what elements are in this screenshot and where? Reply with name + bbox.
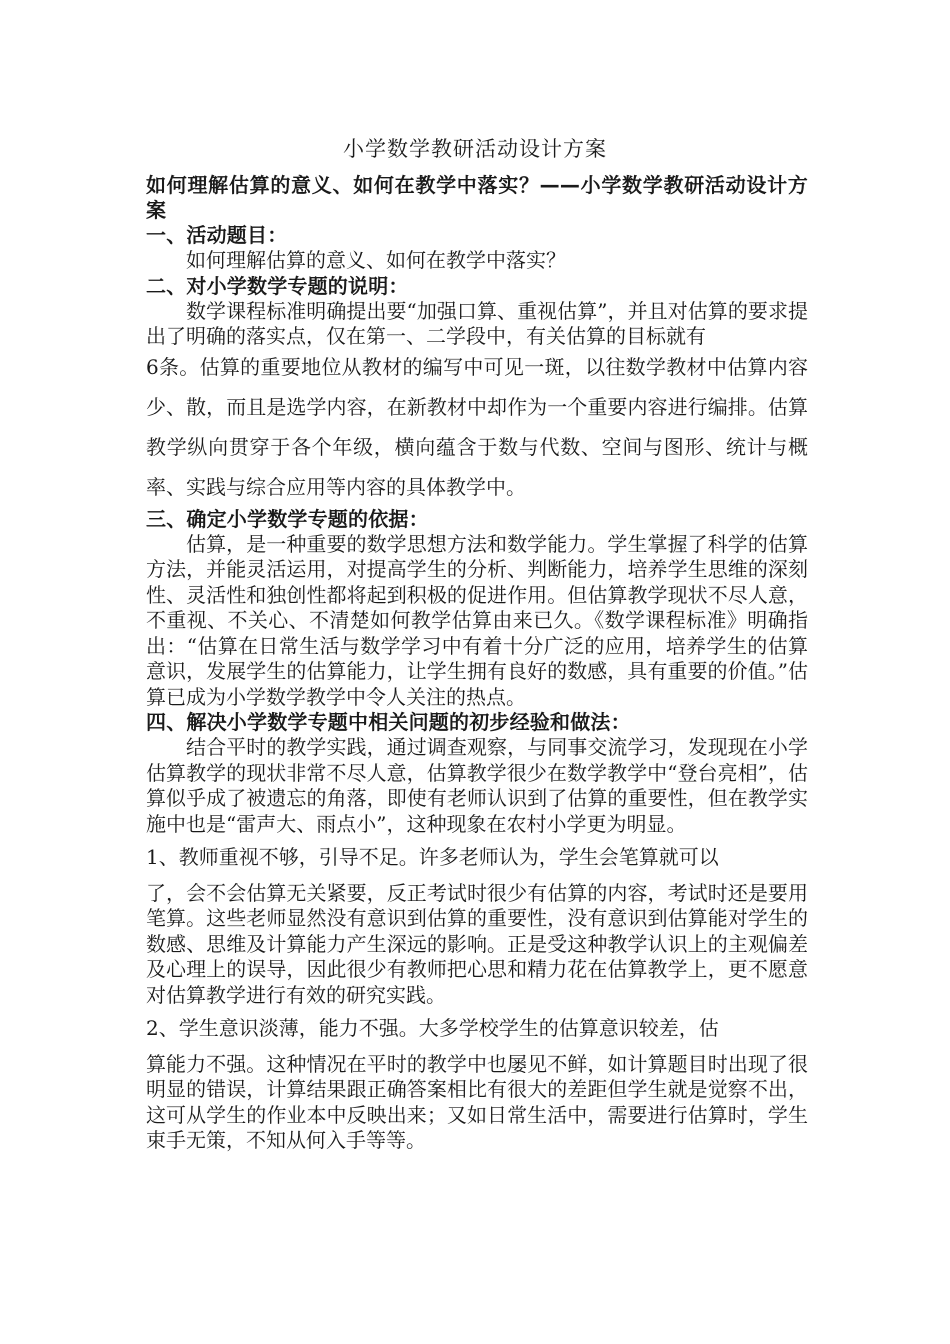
- section4-body: 结合平时的教学实践，通过调查观察，与同事交流学习，发现现在小学估算教学的现状非常不尽人意，估算教学很少在数学教学中“登台亮相”，估算似乎成了被遗忘的角落，即使有老师认识到了估算的重要性，但在教学实施中也是“雷声大、雨点小”，这种现象在农村小学更为明显。: [146, 735, 808, 836]
- point1-first-line: 1、教师重视不够，引导不足。许多老师认为，学生会笔算就可以: [146, 845, 719, 869]
- section2-heading: 二、对小学数学专题的说明：: [146, 273, 409, 298]
- section2-body-b: 6条。估算的重要地位从教材的编写中可见一斑，以往数学教材中估算内容少、散，而且是选学内容，在新教材中却作为一个重要内容进行编排。估算教学纵向贯穿于各个年级，横向蕴含于数与代数、空间与图形、统计与概率、实践与综合应用等内容的具体教学中。: [146, 354, 808, 499]
- section1-body: 如何理解估算的意义、如何在教学中落实？: [186, 248, 566, 272]
- section3-heading: 三、确定小学数学专题的依据：: [146, 506, 429, 531]
- point2-first-line: 2、学生意识淡薄，能力不强。大多学校学生的估算意识较差，估: [146, 1016, 719, 1040]
- section1-heading: 一、活动题目：: [146, 223, 288, 247]
- section2-body-a: 数学课程标准明确提出要“加强口算、重视估算”，并且对估算的要求提出了明确的落实点，仅在第一、二学段中，有关估算的目标就有: [146, 298, 808, 348]
- section3-body: 估算，是一种重要的数学思想方法和数学能力。学生掌握了科学的估算方法，并能灵活运用，对提高学生的分析、判断能力，培养学生思维的深刻性、灵活性和独创性都将起到积极的促进作用。但估算教学现状不尽人意，不重视、不关心、不清楚如何教学估算由来已久。《数学课程标准》明确指出：“估算在日常生活与数学学习中有着十分广泛的应用，培养学生的估算意识，发展学生的估算能力，让学生拥有良好的数感，具有重要的价值。”估算已成为小学数学教学中令人关注的热点。: [146, 531, 808, 709]
- point1-body: 了，会不会估算无关紧要，反正考试时很少有估算的内容，考试时还是要用笔算。这些老师显然没有意识到估算的重要性，没有意识到估算能对学生的数感、思维及计算能力产生深远的影响。正是受这种教学认识上的主观偏差及心理上的误导，因此很少有教师把心思和精力花在估算教学上，更不愿意对估算教学进行有效的研究实践。: [146, 880, 808, 1007]
- document-body: [146, 173, 808, 1154]
- main-heading: 如何理解估算的意义、如何在教学中落实？——小学数学教研活动设计方案: [146, 173, 808, 222]
- section4-heading: 四、解决小学数学专题中相关问题的初步经验和做法：: [146, 710, 631, 734]
- point2-body: 算能力不强。这种情况在平时的教学中也屡见不鲜，如计算题目时出现了很明显的错误，计算结果跟正确答案相比有很大的差距但学生就是觉察不出，这可从学生的作业本中反映出来；又如日常生活中，需要进行估算时，学生束手无策，不知从何入手等等。: [146, 1051, 808, 1152]
- document-title: 小学数学教研活动设计方案: [343, 137, 607, 161]
